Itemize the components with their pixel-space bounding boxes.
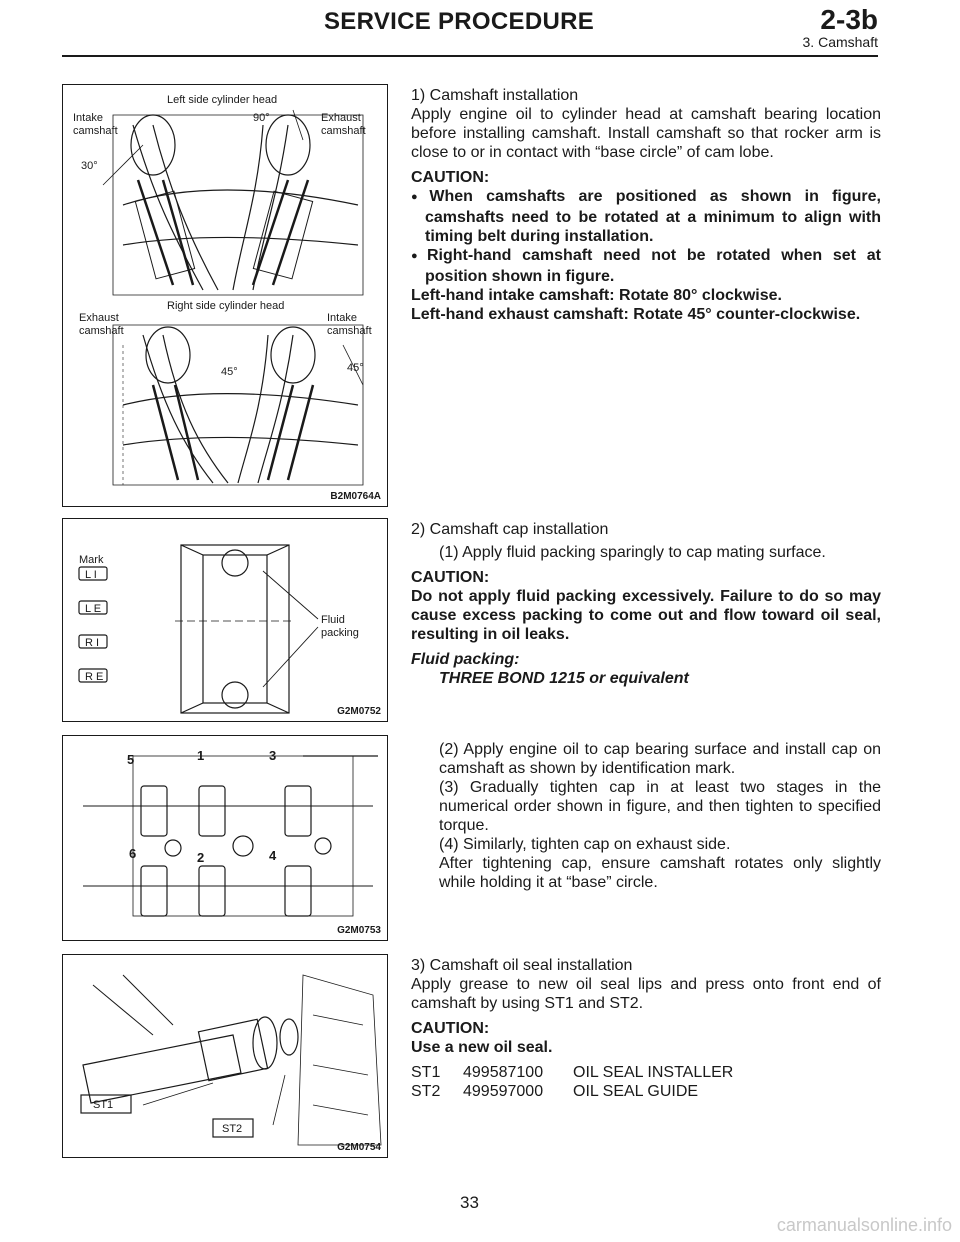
caution-fluid-packing: Do not apply fluid packing excessively. Failure to do so may cause excess packing to come out and flow toward oil seal, resulting in oil leaks. [411, 588, 881, 643]
label-angle-45-b: 45° [347, 362, 364, 374]
fluid-packing-value: THREE BOND 1215 or equivalent [439, 670, 689, 687]
step-apply-fluid-packing: (1) Apply fluid packing sparingly to cap mating surface. [439, 544, 826, 561]
label-intake-camshaft-top-1: Intake [73, 112, 103, 124]
label-intake-camshaft-bottom-2: camshaft [327, 325, 372, 337]
left-exhaust-rotation: Left-hand exhaust camshaft: Rotate 45° counter-clockwise. [411, 306, 861, 323]
caution-label: CAUTION: [411, 1020, 490, 1037]
label-left-cylinder-head: Left side cylinder head [167, 94, 278, 106]
figure-tightening-order [62, 735, 388, 941]
tighten-order-4: 4 [269, 848, 277, 863]
section-cap-tightening [411, 740, 881, 898]
tool-name: OIL SEAL INSTALLER [573, 1064, 734, 1081]
label-st1: ST1 [93, 1099, 114, 1111]
label-fluid-packing-1: Fluid [321, 614, 345, 626]
body-camshaft-installation: Apply engine oil to cylinder head at camshaft bearing location before installing camshaft. Install camshaft so that rocker arm is close to or in contact with “base circle” of cam lobe. [411, 106, 881, 161]
header-rule [62, 55, 878, 57]
header-subsection: 3. Camshaft [802, 34, 878, 50]
heading-camshaft-installation: 1) Camshaft installation [411, 87, 579, 104]
section-oil-seal-installation [411, 956, 881, 1101]
heading-oil-seal-installation: 3) Camshaft oil seal installation [411, 957, 633, 974]
label-angle-30: 30° [81, 160, 98, 172]
label-intake-camshaft-top-2: camshaft [73, 125, 118, 137]
mark-le: L E [85, 603, 102, 615]
heading-cap-installation: 2) Camshaft cap installation [411, 521, 609, 538]
label-exhaust-camshaft-bottom-2: camshaft [79, 325, 124, 337]
label-angle-90: 90° [253, 112, 270, 124]
label-exhaust-camshaft-top-2: camshaft [321, 125, 366, 137]
figure-camshaft-position [62, 84, 388, 507]
caution-new-oil-seal: Use a new oil seal. [411, 1039, 553, 1056]
tool-row-st1 [411, 1063, 881, 1082]
section-camshaft-installation [411, 86, 881, 330]
page-header [62, 0, 878, 58]
caution-label: CAUTION: [411, 169, 490, 186]
cap-tightening-illustration [63, 736, 388, 941]
mark-li: L I [85, 569, 97, 581]
label-mark: Mark [79, 554, 104, 566]
tool-row-st2 [411, 1082, 881, 1101]
label-intake-camshaft-bottom-1: Intake [327, 312, 357, 324]
figure-code: G2M0752 [337, 706, 381, 717]
after-tightening-note: After tightening cap, ensure camshaft rotates only slightly while holding it at “base” circle. [439, 855, 881, 891]
tool-name: OIL SEAL GUIDE [573, 1083, 699, 1100]
step-exhaust-side: (4) Similarly, tighten cap on exhaust side. [439, 836, 731, 853]
label-right-cylinder-head: Right side cylinder head [167, 300, 285, 312]
tighten-order-6: 6 [129, 846, 137, 861]
figure-cap-marks [62, 518, 388, 722]
watermark-link[interactable]: carmanualsonline.info [776, 1215, 952, 1235]
label-angle-45-a: 45° [221, 366, 238, 378]
page-number: 33 [460, 1193, 479, 1212]
tighten-order-5: 5 [127, 752, 135, 767]
figure-code: G2M0753 [337, 925, 381, 936]
mark-ri: R I [85, 637, 100, 649]
body-oil-seal-installation: Apply grease to new oil seal lips and press onto front end of camshaft by using ST1 and ST2. [411, 976, 881, 1012]
tool-id: ST1 [411, 1064, 441, 1081]
tighten-order-1: 1 [197, 748, 205, 763]
figure-code: G2M0754 [337, 1142, 381, 1153]
tool-id: ST2 [411, 1083, 441, 1100]
caution-bullet-1: ● When camshafts are positioned as shown in figure, camshafts need to be rotated at a minimum to align with timing belt during installation. [411, 187, 881, 246]
label-st2: ST2 [222, 1123, 243, 1135]
oil-seal-installer-illustration [63, 955, 388, 1158]
camshaft-position-illustration [63, 85, 388, 507]
camshaft-cap-illustration [63, 519, 388, 722]
figure-oil-seal-tools [62, 954, 388, 1158]
mark-re: R E [85, 671, 104, 683]
header-title: SERVICE PROCEDURE [324, 8, 595, 35]
step-install-cap: (2) Apply engine oil to cap bearing surface and install cap on camshaft as shown by identification mark. [439, 741, 881, 777]
label-exhaust-camshaft-top-1: Exhaust [321, 112, 361, 124]
label-fluid-packing-2: packing [321, 627, 359, 639]
label-exhaust-camshaft-bottom-1: Exhaust [79, 312, 119, 324]
caution-label: CAUTION: [411, 569, 490, 586]
left-intake-rotation: Left-hand intake camshaft: Rotate 80° clockwise. [411, 287, 782, 304]
tool-number: 499597000 [463, 1083, 544, 1100]
tool-number: 499587100 [463, 1064, 544, 1081]
figure-code: B2M0764A [330, 491, 381, 502]
caution-bullet-2: ● Right-hand camshaft need not be rotated when set at position shown in figure. [411, 246, 881, 286]
step-tighten-cap: (3) Gradually tighten cap in at least two stages in the numerical order shown in figure, and then tighten to specified torque. [439, 779, 881, 834]
tighten-order-3: 3 [269, 748, 277, 763]
header-section-number: 2-3b [820, 4, 878, 35]
tighten-order-2: 2 [197, 850, 205, 865]
fluid-packing-label: Fluid packing: [411, 651, 520, 668]
section-cap-installation [411, 520, 881, 694]
